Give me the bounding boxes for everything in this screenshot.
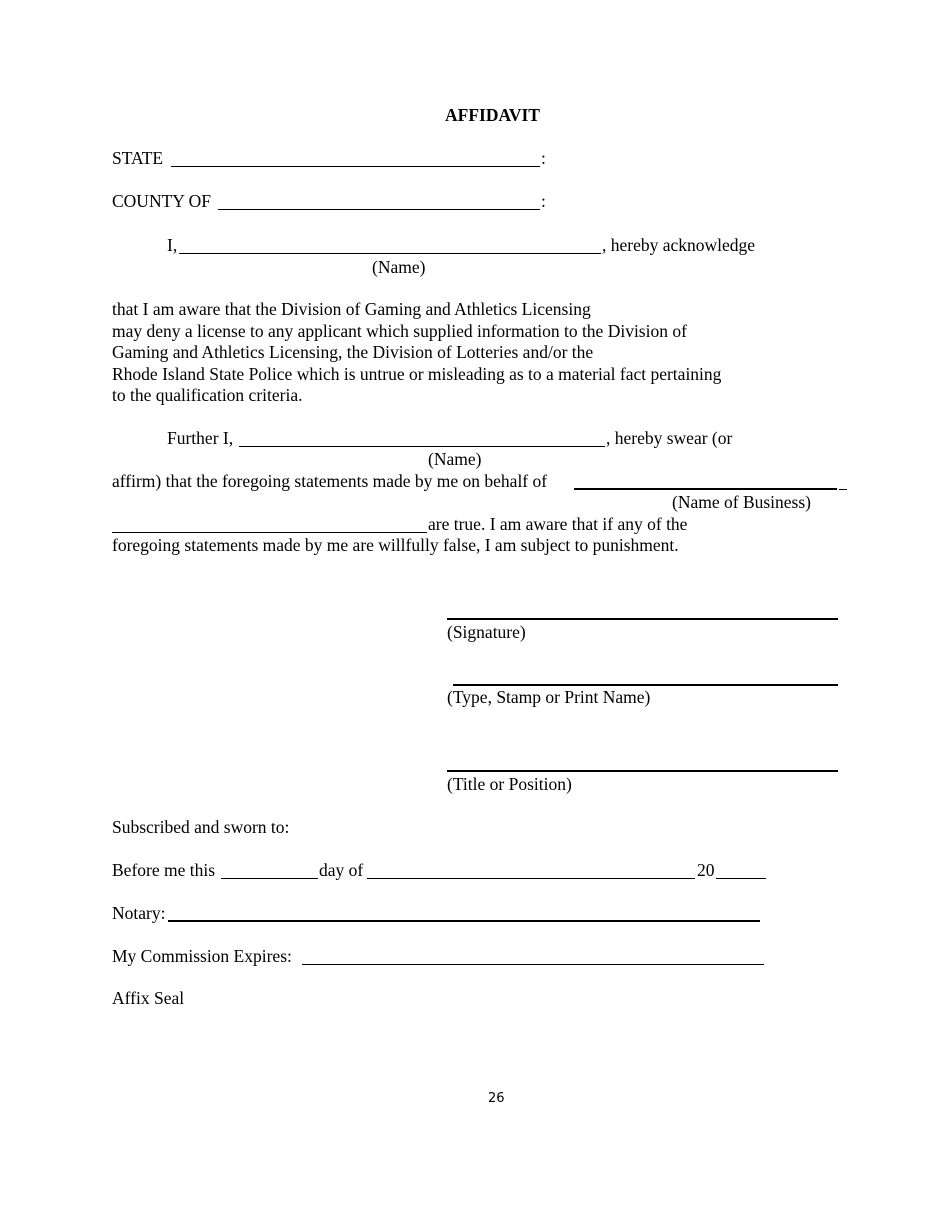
signature-caption: (Signature) (447, 622, 526, 642)
page-number: 26 (488, 1091, 505, 1106)
ack-name-caption: (Name) (372, 257, 426, 277)
page-title: AFFIDAVIT (445, 105, 540, 125)
awareness-line: that I am aware that the Division of Gaming and Athletics Licensing (112, 299, 591, 319)
business-name-field-tail (839, 489, 847, 490)
ack-suffix: , hereby acknowledge (602, 235, 756, 255)
closing-line: foregoing statements made by me are willfully false, I am subject to punishment. (112, 535, 679, 555)
county-field[interactable] (218, 209, 540, 210)
awareness-line: to the qualification criteria. (112, 385, 303, 405)
affix-seal-text: Affix Seal (112, 988, 185, 1008)
title-position-field[interactable] (447, 770, 838, 772)
notary-field[interactable] (168, 920, 760, 922)
business-name-field[interactable] (574, 488, 837, 490)
month-field[interactable] (367, 878, 695, 879)
print-name-caption: (Type, Stamp or Print Name) (447, 687, 651, 707)
swear-suffix: , hereby swear (or (606, 428, 733, 448)
awareness-line: Rhode Island State Police which is untrue or misleading as to a material fact pertaining (112, 364, 722, 384)
signature-field[interactable] (447, 618, 838, 620)
business-caption: (Name of Business) (672, 492, 812, 512)
swear-name-caption: (Name) (428, 449, 482, 469)
day-field[interactable] (221, 878, 318, 879)
print-name-field[interactable] (453, 684, 838, 686)
commission-field[interactable] (302, 964, 764, 965)
title-position-caption: (Title or Position) (447, 774, 572, 794)
state-field[interactable] (171, 166, 540, 167)
subscribed-text: Subscribed and sworn to: (112, 817, 290, 837)
before-me-label: Before me this (112, 860, 216, 880)
true-text: are true. I am aware that if any of the (428, 514, 688, 534)
swear-name-field[interactable] (239, 446, 605, 447)
year-prefix: 20 (697, 860, 715, 880)
ack-prefix: I, (167, 235, 178, 255)
awareness-line: may deny a license to any applicant which supplied information to the Division of (112, 321, 687, 341)
business-name-field-continued[interactable] (112, 532, 427, 533)
day-of-label: day of (319, 860, 364, 880)
county-label: COUNTY OF (112, 191, 212, 211)
notary-label: Notary: (112, 903, 166, 923)
behalf-text: affirm) that the foregoing statements made by me on behalf of (112, 471, 548, 491)
ack-name-field[interactable] (179, 253, 601, 254)
county-colon: : (541, 191, 546, 211)
commission-label: My Commission Expires: (112, 946, 292, 966)
year-field[interactable] (716, 878, 766, 879)
swear-prefix: Further I, (167, 428, 234, 448)
state-label: STATE (112, 148, 164, 168)
awareness-line: Gaming and Athletics Licensing, the Division of Lotteries and/or the (112, 342, 594, 362)
state-colon: : (541, 148, 546, 168)
